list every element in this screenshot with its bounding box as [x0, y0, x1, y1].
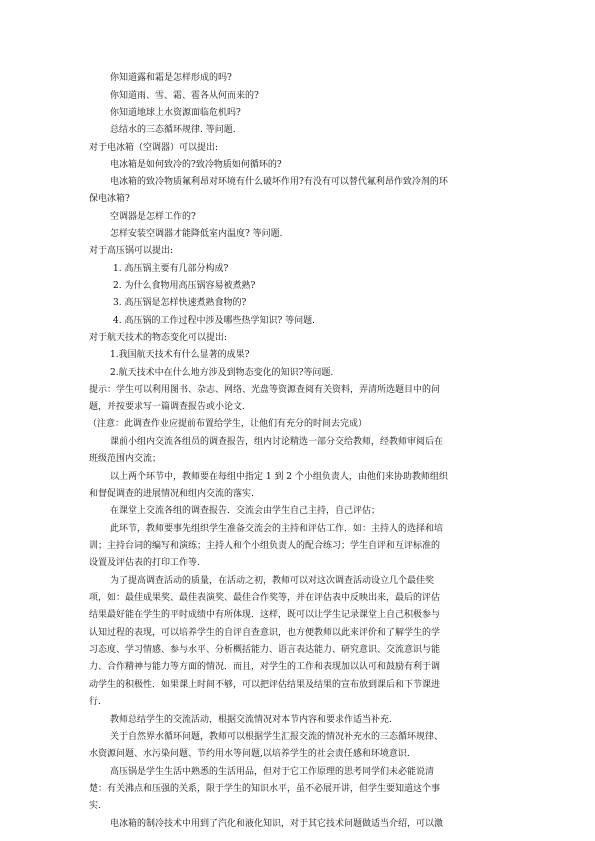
text-line: 以上两个环节中，教师要在每组中指定 1 到 2 个小组负责人，由他们来协助教师组织: [110, 472, 448, 482]
text-line: 教师总结学生的交流活动，根据交流情况对本节内容和要求作适当补充.: [110, 715, 392, 725]
text-line: 楚：有关沸点和压强的关系，限于学生的知识水平，虽不必展开讲，但学生要知道这个事: [89, 784, 441, 794]
text-line: 怎样安装空调器才能降低室内温度? 等问题.: [110, 229, 283, 239]
text-line: 你知道雨、雪、霜、雹各从何而来的?: [110, 91, 259, 101]
text-line: 力、合作精神与能力等方面的情况．而且，对学生的工作和表现加以认可和鼓励有利于调: [89, 662, 441, 672]
text-line: 空调器是怎样工作的?: [110, 212, 196, 222]
text-line: 3. 高压锅是怎样快速煮熟食物的?: [113, 298, 247, 308]
text-line: 题，并按要求写一篇调查报告或小论文.: [89, 402, 245, 412]
text-line: 此环节，教师要事先组织学生准备交流会的主持和评估工作．如：主持人的选择和培: [110, 524, 444, 534]
text-line: 结果最好能在学生的平时成绩中有所体现．这样，既可以让学生记录课堂上自己积极参与: [89, 610, 441, 620]
text-line: 电冰箱是如何致冷的?致冷物质如何循环的?: [110, 160, 282, 170]
text-line: 项，如：最佳成果奖、最佳表演奖、最佳合作奖等，并在评估表中反映出来，最后的评估: [89, 593, 441, 603]
text-line: 水资源问题、水污染问题、节约用水等问题,以培养学生的社会责任感和环境意识.: [89, 749, 410, 759]
text-line: 1.我国航天技术有什么显著的成果?: [110, 350, 250, 360]
text-line: 对于航天技术的物态变化可以提出:: [89, 333, 228, 343]
text-line: 行.: [89, 697, 101, 707]
text-line: 课前小组内交流各组员的调查报告，组内讨论精选一部分交给教师，经教师审阅后在: [110, 437, 444, 447]
text-line: 高压锅是学生生活中熟悉的生活用品，但对于它工作原理的思考同学们未必能说清: [110, 767, 435, 777]
text-line: 提示：学生可以利用图书、杂志、网络、光盘等资源查阅有关资料，弄清所选题目中的问: [89, 385, 441, 395]
text-line: 实.: [89, 801, 101, 811]
text-line: 认知过程的表现，可以培养学生的自评自查意识，也方便教师以此来评价和了解学生的学: [89, 628, 441, 638]
text-line: 电冰箱的致冷物质氟利昂对环境有什么破坏作用?有没有可以替代氟利昂作致冷剂的环: [110, 177, 448, 187]
text-line: 你知道露和霜是怎样形成的吗?: [110, 73, 232, 83]
text-line: 4. 高压锅的工作过程中涉及哪些热学知识? 等问题.: [113, 316, 315, 326]
text-line: 2. 为什么食物用高压锅容易被煮熟?: [113, 281, 256, 291]
text-line: 设置及评估表的打印工作等.: [89, 558, 200, 568]
text-line: 关于自然界水循环问题，教师可以根据学生汇报交流的情况补充水的三态循环规律、: [110, 732, 444, 742]
text-line: 对于高压锅可以提出:: [89, 246, 174, 256]
text-line: 1. 高压锅主要有几部分构成?: [113, 264, 229, 274]
text-line: 和督促调查的进展情况和组内交流的落实.: [89, 489, 254, 499]
text-line: 班级范围内交流；: [89, 454, 162, 464]
text-line: 保电冰箱?: [89, 194, 130, 204]
text-line: 习态度、学习情感、参与水平、分析概括能力、语言表达能力、研究意识、交流意识与能: [89, 645, 441, 655]
text-line: 在课堂上交流各组的调查报告．交流会由学生自己主持，自己评估；: [110, 506, 381, 516]
text-line: 2.航天技术中在什么地方涉及到物态变化的知识?等问题.: [110, 368, 334, 378]
text-line: （注意：此调查作业应提前布置给学生，让他们有充分的时间去完成）: [88, 419, 368, 429]
text-line: 为了提高调查活动的质量，在活动之初，教师可以对这次调查活动设立几个最佳奖: [110, 576, 435, 586]
text-line: 电冰箱的制冷技术中用到了汽化和液化知识，对于其它技术问题做适当介绍，可以激: [110, 819, 444, 829]
text-line: 对于电冰箱（空调器）可以提出:: [89, 143, 219, 153]
text-line: 训；主持台词的编写和演练；主持人和个小组负责人的配合练习；学生自评和互评标准的: [89, 541, 441, 551]
text-line: 你知道地球上水资源面临危机吗?: [110, 108, 241, 118]
text-line: 动学生的积极性．如果课上时间不够，可以把评估结果及结果的宣布放到课后和下节课进: [89, 680, 441, 690]
text-line: 总结水的三态循环规律. 等问题.: [110, 125, 236, 135]
